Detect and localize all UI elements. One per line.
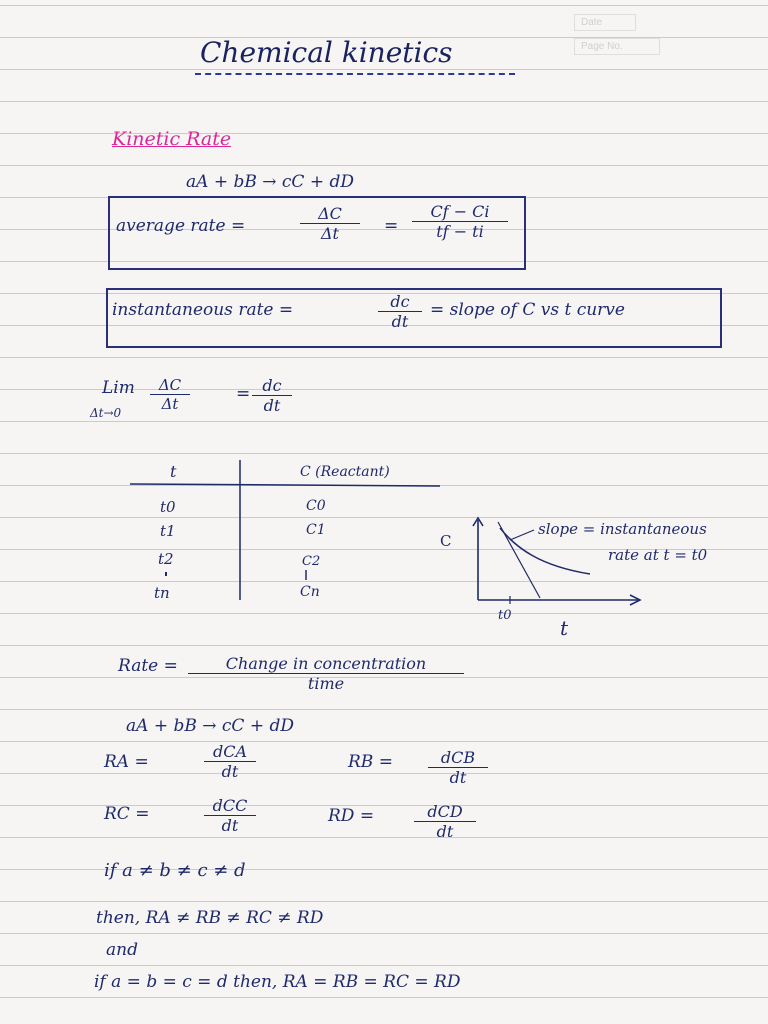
table-header-t: t xyxy=(170,462,177,481)
rate-a-label: RA = xyxy=(104,752,149,772)
fraction-numerator: Change in concentration xyxy=(188,654,464,674)
fraction-denominator: Δt xyxy=(161,395,179,413)
table-row: C2 xyxy=(302,554,321,569)
table-row: t0 xyxy=(160,498,176,516)
fraction-denominator: dt xyxy=(221,816,239,835)
condition-unequal-coefficients: if a ≠ b ≠ c ≠ d xyxy=(104,860,246,881)
table-row: C1 xyxy=(306,522,326,538)
rate-b-label: RB = xyxy=(348,752,393,772)
table-header-rule xyxy=(130,484,440,486)
fraction-denominator: dt xyxy=(221,762,239,781)
table-row: Cn xyxy=(300,584,320,600)
fraction-numerator: ΔC xyxy=(150,376,190,395)
limit-subscript: Δt→0 xyxy=(90,406,122,420)
slope-statement: = slope of C vs t curve xyxy=(430,300,625,320)
fraction-numerator: dc xyxy=(378,292,422,312)
fraction-numerator: Cf − Ci xyxy=(412,202,508,222)
graph-annotation-line2: rate at t = t0 xyxy=(608,546,708,564)
equals-sign: = xyxy=(384,216,399,236)
conjunction-and: and xyxy=(106,940,138,960)
limit-text: Lim xyxy=(102,378,135,398)
fraction-numerator: dCD xyxy=(414,802,476,822)
fraction-numerator: dCA xyxy=(204,742,256,762)
tangent-line xyxy=(498,522,540,598)
table-row: C0 xyxy=(306,498,326,514)
reaction-equation: aA + bB → cC + dD xyxy=(186,172,354,192)
page-title: Chemical kinetics xyxy=(200,36,453,69)
table-header-c: C (Reactant) xyxy=(300,464,390,480)
table-row: t2 xyxy=(158,550,174,568)
rate-d-label: RD = xyxy=(328,806,375,826)
table-row: tn xyxy=(154,584,170,602)
instantaneous-rate-label: instantaneous rate = xyxy=(112,300,294,320)
fraction-denominator: dt xyxy=(449,768,467,787)
equals-sign: = xyxy=(236,384,251,404)
rate-c-label: RC = xyxy=(104,804,150,824)
page-number-field: Page No. xyxy=(574,38,660,55)
fraction-denominator: dt xyxy=(391,312,409,331)
section-heading: Kinetic Rate xyxy=(112,128,232,150)
fraction-denominator: time xyxy=(307,674,345,693)
date-field: Date xyxy=(574,14,636,31)
fraction-numerator: dc xyxy=(252,376,292,396)
average-rate-label: average rate = xyxy=(116,216,246,236)
graph-x-label: t xyxy=(560,616,569,640)
annotation-pointer xyxy=(510,530,534,540)
fraction-denominator: dt xyxy=(436,822,454,841)
reaction-equation: aA + bB → cC + dD xyxy=(126,716,294,736)
graph-x-tick: t0 xyxy=(498,608,512,623)
fraction-numerator: ΔC xyxy=(300,204,360,224)
fraction-numerator: dCB xyxy=(428,748,488,768)
fraction-numerator: dCC xyxy=(204,796,256,816)
table-row: t1 xyxy=(160,522,176,540)
fraction-denominator: dt xyxy=(263,396,281,415)
fraction-denominator: tf − ti xyxy=(436,222,484,241)
condition-equal-rates: if a = b = c = d then, RA = RB = RC = RD xyxy=(94,972,461,992)
rate-definition-label: Rate = xyxy=(118,656,178,676)
fraction-denominator: Δt xyxy=(321,224,339,243)
condition-unequal-rates: then, RA ≠ RB ≠ RC ≠ RD xyxy=(96,908,324,928)
graph-y-label: C xyxy=(440,532,452,550)
graph-annotation-line1: slope = instantaneous xyxy=(538,520,707,538)
